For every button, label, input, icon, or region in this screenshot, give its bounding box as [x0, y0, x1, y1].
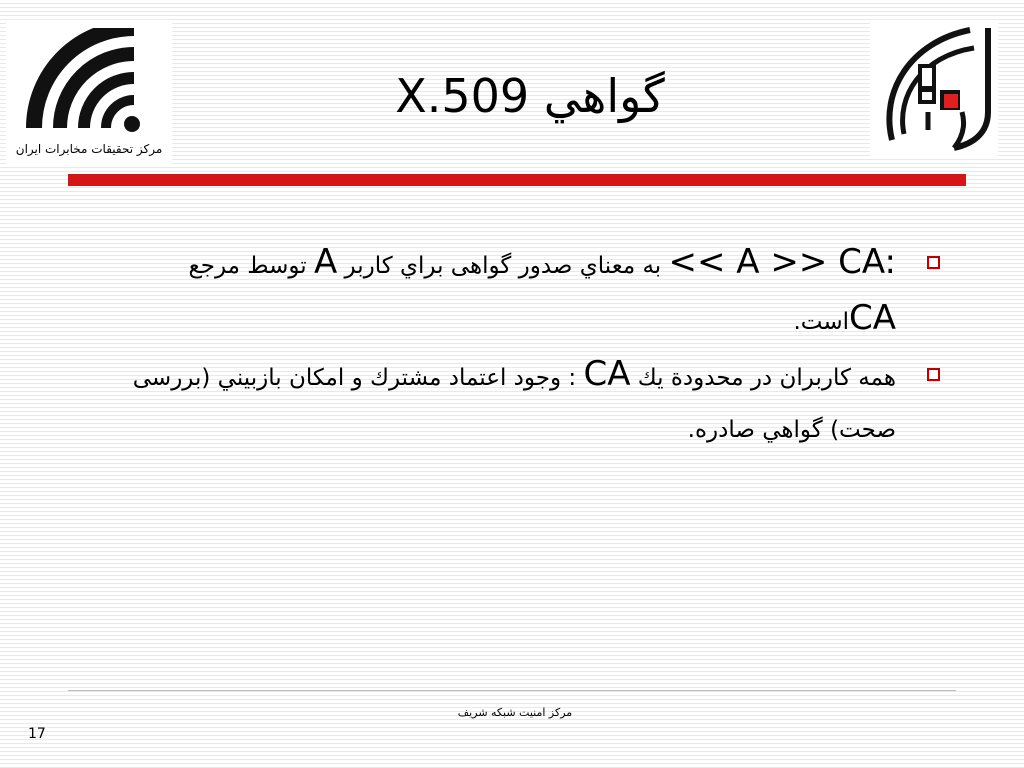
right-logo — [870, 22, 998, 156]
bullet-text: وجود اعتماد مشترك و امكان بازبيني (بررسی صحت) گواهي صادره. — [132, 365, 896, 443]
bullet-list — [120, 236, 960, 456]
footer-divider — [68, 690, 956, 691]
subject-letter: A — [313, 242, 338, 282]
ca-term: CA — [583, 354, 631, 394]
logo-caption: مركز تحقيقات مخابرات ايران — [15, 142, 163, 156]
bullet-text: همه كاربران در محدودة يك — [637, 365, 896, 391]
bullet-item — [120, 348, 960, 456]
slide-title — [300, 66, 760, 126]
page-number: 17 — [28, 726, 46, 742]
bullet-text: به معناي صدور گواهی براي كاربر — [344, 253, 662, 279]
separator: : — [568, 365, 577, 391]
title-word: گواهي — [543, 69, 665, 123]
institute-emblem-icon — [870, 22, 998, 156]
wireless-arcs-icon — [24, 28, 154, 138]
ca-notation: << A >> CA: — [668, 242, 896, 282]
left-logo — [6, 20, 172, 166]
bullet-text: است. — [793, 309, 849, 335]
bullet-marker-icon — [927, 256, 940, 269]
bullet-marker-icon — [927, 368, 940, 381]
title-code: X.509 — [395, 69, 530, 123]
title-divider — [68, 174, 966, 186]
footer-text: مرکز امنیت شبکه شریف — [457, 706, 573, 719]
bullet-item — [120, 236, 960, 348]
ca-term: CA — [849, 298, 896, 338]
bullet-text: توسط مرجع — [188, 253, 307, 279]
